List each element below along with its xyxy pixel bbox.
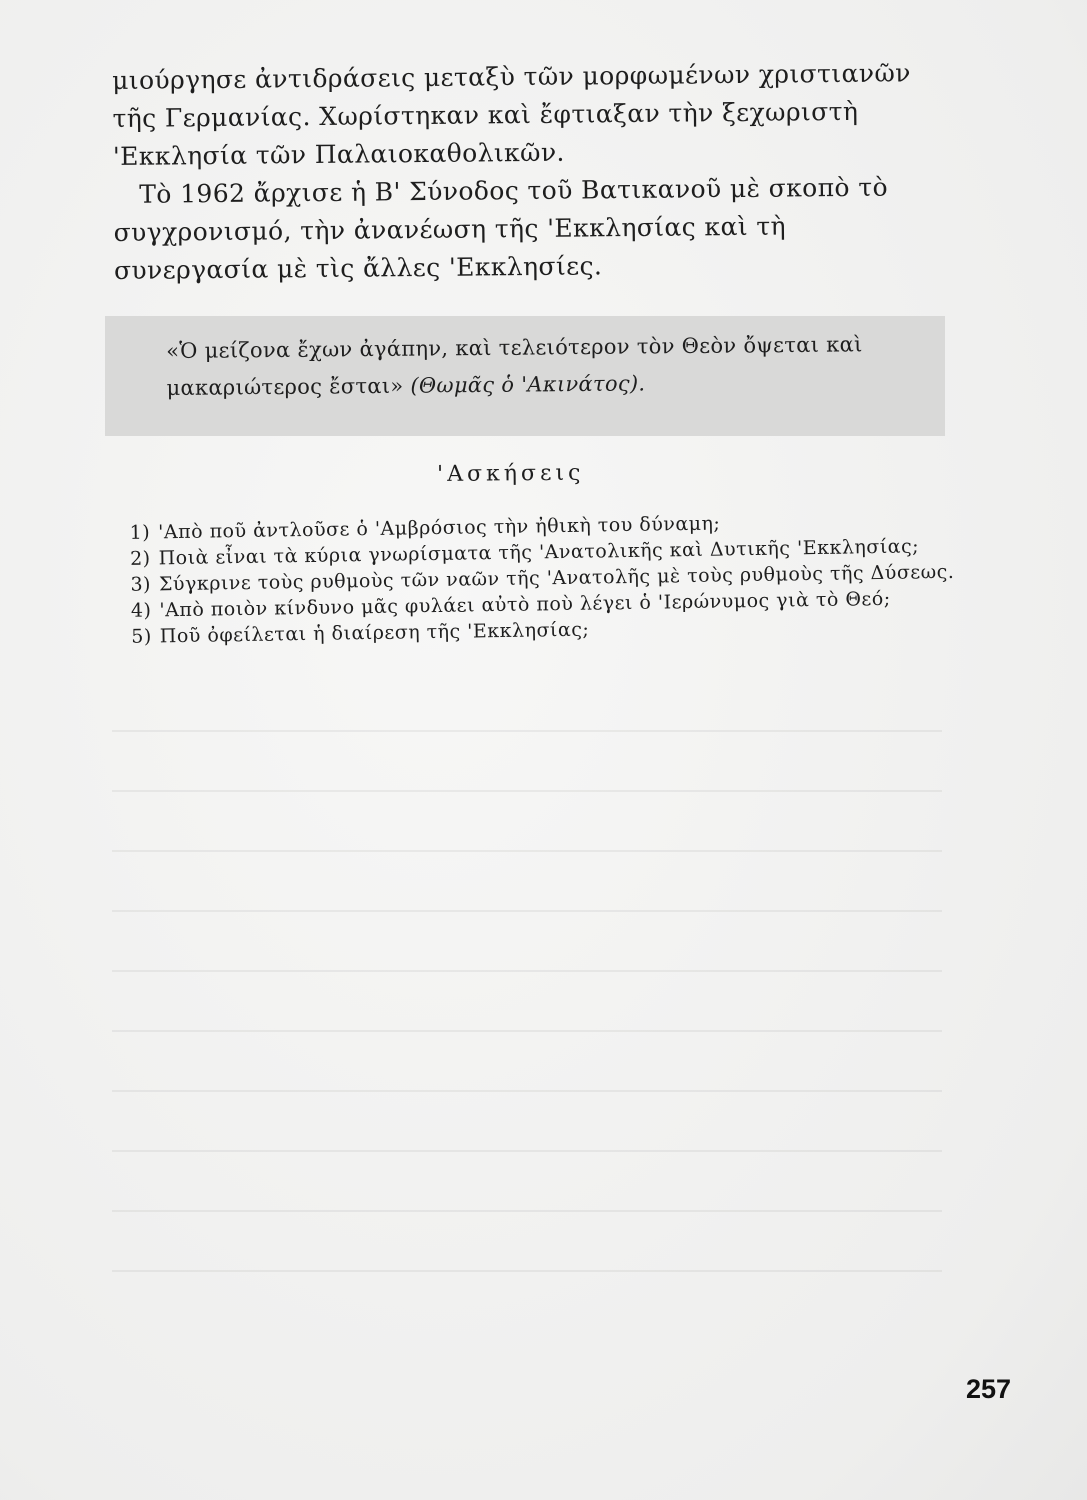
page-number: 257 [966,1374,1012,1404]
bleed-through-line [112,970,942,972]
bleed-through-line [112,730,942,732]
exercise-number: 3) [130,573,152,596]
bleed-through-line [112,790,942,792]
exercise-text: Σύγκρινε τοὺς ρυθμοὺς τῶν ναῶν τῆς 'Ανατολῆς μὲ τοὺς ρυθμοὺς τῆς Δύσεως. [158,560,955,596]
quote-text: «Ὁ μείζονα ἔχων ἀγάπην, καὶ τελειότερον τὸν Θεὸν ὄψεται καὶ μακαριώτερος ἔσται» [166,332,863,400]
exercise-number: 4) [130,599,152,622]
bleed-through-line [112,850,942,852]
bleed-through-line [112,1030,942,1032]
bleed-through-line [112,910,942,912]
exercises-list [118,507,960,650]
quote [166,326,927,407]
quote-attribution: (Θωμᾶς ὁ 'Ακινάτος). [410,371,646,398]
exercise-text: Ποῦ ὀφείλεται ἡ διαίρεση τῆς 'Εκκλησίας; [159,618,590,648]
exercises-title: 'Ασκήσεις [437,460,585,487]
bleed-through-line [112,1210,942,1212]
paragraph-1: μιούργησε ἀντιδράσεις μεταξὺ τῶν μορφωμένων χριστιανῶν τῆς Γερμανίας. Χωρίστηκαν καὶ ἔφτιαξαν τὴν ξεχωριστὴ 'Εκκλησία τῶν Παλαιοκαθολικῶν. [112,58,911,171]
paragraph-2: Τὸ 1962 ἄρχισε ἡ Β' Σύνοδος τοῦ Βατικανοῦ μὲ σκοπὸ τὸ συγχρονισμό, τὴν ἀνανέωση τῆς 'Εκκλησίας καὶ τὴ συνεργασία μὲ τὶς ἄλλες 'Εκκλησίες. [113,172,889,285]
exercise-number: 5) [131,625,153,648]
exercise-text: 'Απὸ ποῦ ἀντλοῦσε ὁ 'Αμβρόσιος τὴν ἠθικὴ του δύναμη; [158,512,721,544]
bleed-through-line [112,1270,942,1272]
exercise-text: Ποιὰ εἶναι τὰ κύρια γνωρίσματα τῆς 'Ανατολικῆς καὶ Δυτικῆς 'Εκκλησίας; [158,535,920,570]
bleed-through-line [112,1090,942,1092]
exercise-number: 1) [129,521,151,544]
body-text [112,54,944,290]
exercise-number: 2) [129,547,151,570]
exercise-text: 'Απὸ ποιὸν κίνδυνο μᾶς φυλάει αὐτὸ ποὺ λέγει ὁ 'Ιερώνυμος γιὰ τὸ Θεό; [159,587,891,622]
bleed-through-line [112,1150,942,1152]
